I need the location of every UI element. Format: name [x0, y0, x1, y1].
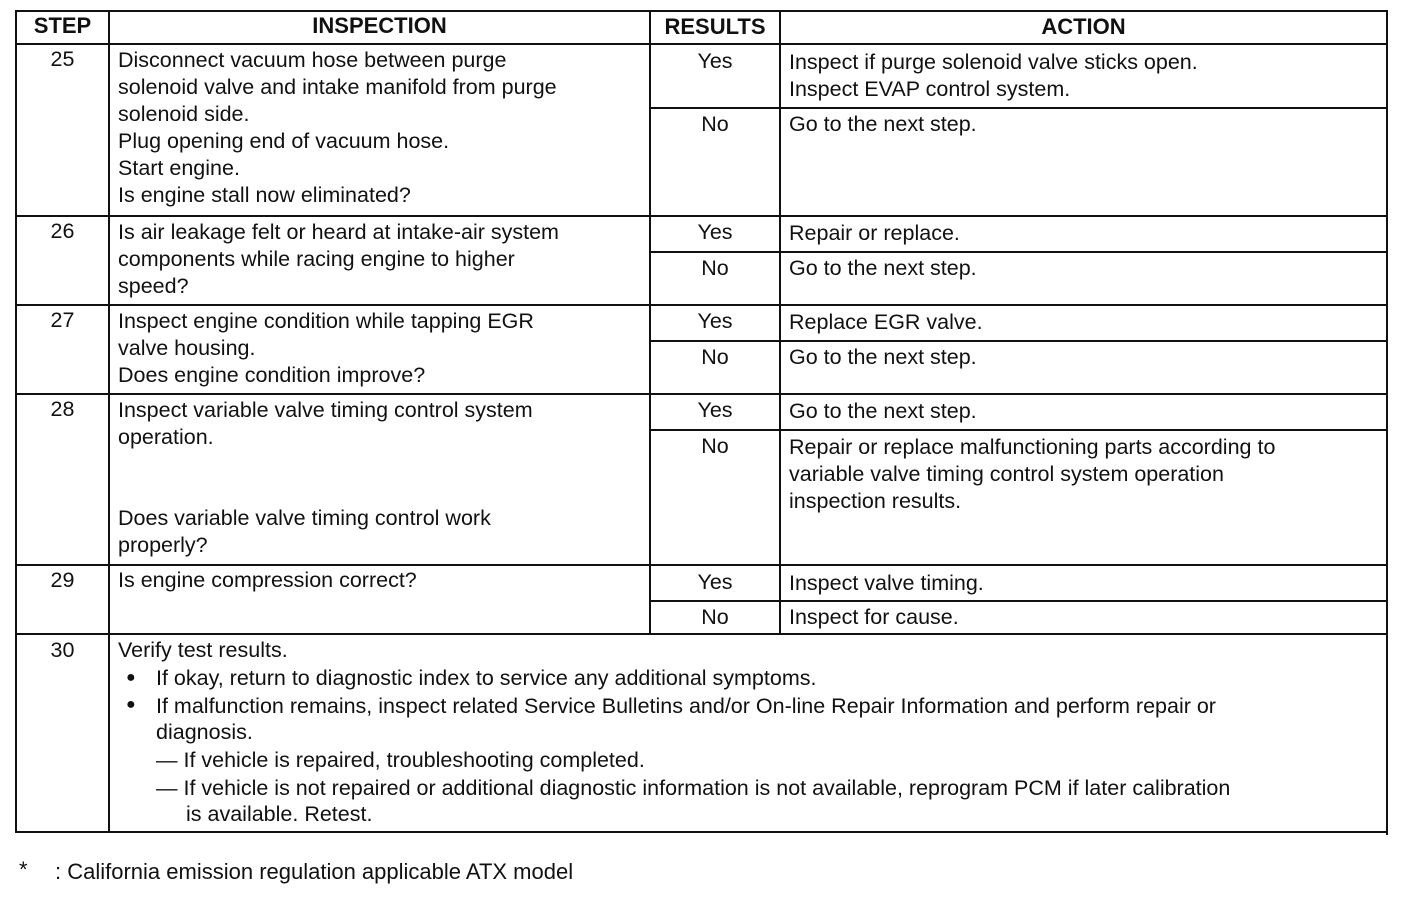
step-number: 29 — [50, 568, 75, 592]
verify-lead: Verify test results. — [118, 638, 288, 662]
step-number: 28 — [50, 397, 75, 421]
header-inspection: INSPECTION — [312, 13, 447, 38]
inspection-text: valve housing. — [118, 336, 256, 360]
result-yes: Yes — [697, 220, 733, 244]
inspection-question: Does variable valve timing control work — [118, 506, 491, 530]
inspection-text: operation. — [118, 425, 214, 449]
result-yes: Yes — [697, 398, 733, 422]
inspection-question: properly? — [118, 533, 208, 557]
action-text: inspection results. — [789, 489, 962, 513]
action-text: Replace EGR valve. — [789, 310, 983, 334]
dash-text: — If vehicle is not repaired or additional diagnostic information is not available, reprogram PCM if later calibration — [156, 776, 1231, 800]
result-divider — [649, 107, 1388, 109]
inspection-text: Does engine condition improve? — [118, 363, 426, 387]
dash-text: — If vehicle is repaired, troubleshooting completed. — [156, 748, 645, 772]
column-divider-results — [779, 11, 781, 634]
result-divider — [649, 600, 1388, 602]
row-divider — [15, 633, 1388, 635]
result-no: No — [701, 605, 729, 629]
row-divider — [15, 215, 1388, 217]
table-border-right — [1386, 11, 1388, 835]
step-number: 27 — [50, 308, 75, 332]
inspection-text: components while racing engine to higher — [118, 247, 515, 271]
table-border-bottom — [15, 831, 1388, 833]
header-step: STEP — [33, 13, 92, 38]
result-divider — [649, 251, 1388, 253]
result-no: No — [701, 256, 729, 280]
result-divider — [649, 429, 1388, 431]
action-text: Go to the next step. — [789, 112, 977, 136]
inspection-text: Is engine stall now eliminated? — [118, 183, 411, 207]
action-text: Go to the next step. — [789, 345, 977, 369]
inspection-text: Is engine compression correct? — [118, 568, 417, 592]
footnote-mark: * — [19, 857, 28, 882]
action-text: variable valve timing control system operation — [789, 462, 1224, 486]
action-text: Repair or replace. — [789, 221, 960, 245]
inspection-text: Inspect engine condition while tapping EGR — [118, 309, 534, 333]
table-border-top — [15, 10, 1388, 12]
action-text: Repair or replace malfunctioning parts according to — [789, 435, 1276, 459]
row-divider — [15, 393, 1388, 395]
result-divider — [649, 340, 1388, 342]
step-number: 25 — [50, 47, 75, 71]
action-text: Inspect if purge solenoid valve sticks open. — [789, 50, 1198, 74]
action-text: Inspect EVAP control system. — [789, 77, 1071, 101]
dash-text: is available. Retest. — [186, 802, 373, 826]
inspection-text: solenoid side. — [118, 102, 250, 126]
inspection-text: solenoid valve and intake manifold from purge — [118, 75, 557, 99]
result-no: No — [701, 112, 729, 136]
result-yes: Yes — [697, 309, 733, 333]
result-no: No — [701, 434, 729, 458]
result-yes: Yes — [697, 49, 733, 73]
row-divider — [15, 564, 1388, 566]
bullet-text: If malfunction remains, inspect related Service Bulletins and/or On-line Repair Information and perform repair or — [156, 694, 1216, 718]
action-text: Go to the next step. — [789, 399, 977, 423]
bullet-text: If okay, return to diagnostic index to service any additional symptoms. — [156, 666, 817, 690]
bullet-text: diagnosis. — [156, 720, 253, 744]
inspection-text: speed? — [118, 274, 189, 298]
inspection-text: Is air leakage felt or heard at intake-air system — [118, 220, 559, 244]
action-text: Inspect valve timing. — [789, 571, 984, 595]
header-divider — [15, 43, 1388, 45]
action-text: Inspect for cause. — [789, 605, 959, 629]
bullet-dot: ● — [126, 669, 136, 686]
inspection-text: Inspect variable valve timing control system — [118, 398, 533, 422]
result-yes: Yes — [697, 570, 733, 594]
step-number: 26 — [50, 219, 75, 243]
footnote-text: : California emission regulation applicable ATX model — [55, 859, 574, 884]
header-action: ACTION — [1041, 14, 1126, 39]
inspection-text: Disconnect vacuum hose between purge — [118, 48, 507, 72]
column-divider-step — [108, 11, 110, 833]
step-number: 30 — [50, 638, 75, 662]
header-results: RESULTS — [664, 14, 766, 39]
bullet-dot: ● — [126, 696, 136, 713]
inspection-text: Start engine. — [118, 156, 240, 180]
row-divider — [15, 304, 1388, 306]
inspection-text: Plug opening end of vacuum hose. — [118, 129, 450, 153]
result-no: No — [701, 345, 729, 369]
action-text: Go to the next step. — [789, 256, 977, 280]
